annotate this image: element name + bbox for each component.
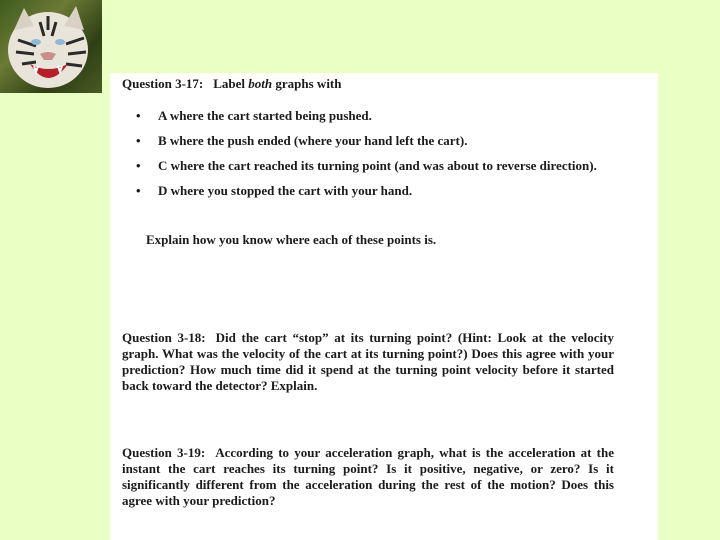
document-page xyxy=(110,73,658,540)
label-instructions-list xyxy=(136,108,616,208)
question-label: Question 3-17: xyxy=(122,76,204,91)
tiger-icon xyxy=(0,0,102,93)
list-item xyxy=(136,183,616,199)
list-item-text: D where you stopped the cart with your hand. xyxy=(158,183,413,198)
question-text: Did the cart “stop” at its turning point? (Hint: Look at the velocity graph. What was the velocity of the cart at its turning point?) Does this agree with your prediction? How much time did it spend at the turning point velocity before it started back toward the detector? Explain. xyxy=(122,330,614,393)
explain-instruction: Explain how you know where each of these points is. xyxy=(146,232,437,247)
question-3-18 xyxy=(122,330,614,394)
question-label: Question 3-19: xyxy=(122,445,206,460)
question-text-emphasis: both xyxy=(248,76,273,91)
question-text-before: Label xyxy=(213,76,249,91)
list-item-text: A where the cart started being pushed. xyxy=(158,108,372,123)
list-item xyxy=(136,108,616,124)
tiger-logo xyxy=(0,0,102,93)
bullet-icon: • xyxy=(136,108,141,123)
bullet-icon: • xyxy=(136,183,141,198)
question-text: According to your acceleration graph, what is the acceleration at the instant the cart reaches its turning point? Is it positive, negative, or zero? Is it significantly different from the acceleration during the rest of the motion? Does this agree with your prediction? xyxy=(122,445,615,508)
list-item xyxy=(136,158,616,174)
question-text-after: graphs with xyxy=(272,76,342,91)
question-3-17 xyxy=(122,76,614,92)
question-3-19 xyxy=(122,445,614,509)
question-label: Question 3-18: xyxy=(122,330,206,345)
bullet-icon: • xyxy=(136,133,141,148)
list-item xyxy=(136,133,616,149)
list-item-text: C where the cart reached its turning point (and was about to reverse direction). xyxy=(158,158,597,173)
bullet-icon: • xyxy=(136,158,141,173)
list-item-text: B where the push ended (where your hand left the cart). xyxy=(158,133,468,148)
